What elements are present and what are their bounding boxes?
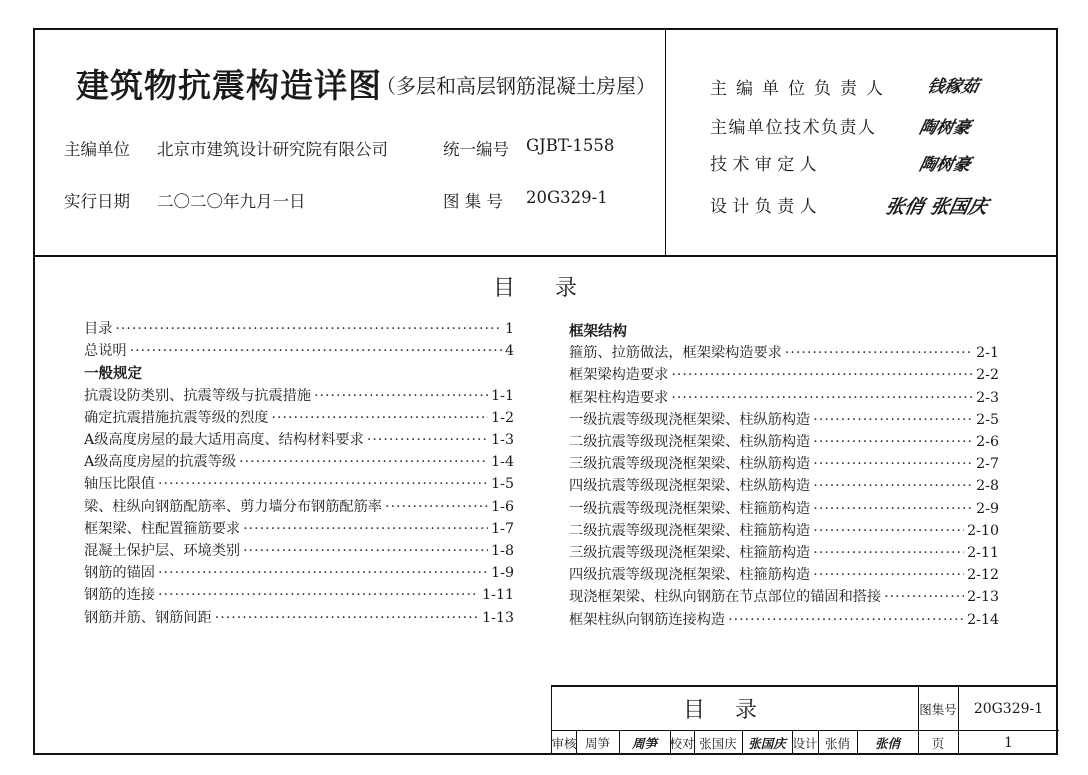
toc-entry-label: 抗震设防类别、抗震等级与抗震措施: [84, 387, 312, 404]
toc-section-heading: 一般规定: [84, 366, 142, 383]
toc-leader-dots: [671, 367, 973, 383]
toc-entry-page: 1-13: [482, 609, 514, 626]
header-column-divider: [665, 28, 666, 255]
toc-entry-label: 现浇框架梁、柱纵向钢筋在节点部位的锚固和搭接: [569, 589, 882, 606]
toc-leader-dots: [215, 610, 479, 626]
toc-entry-page: 1-7: [491, 520, 514, 537]
toc-entry-page: 2-6: [976, 434, 999, 450]
toc-leader-dots: [243, 543, 488, 559]
toc-entry-label: 框架柱纵向钢筋连接构造: [569, 611, 726, 628]
reviewer-signature: 周笋: [631, 735, 657, 751]
role-technical-head: 主编单位技术负责人: [710, 118, 877, 138]
toc-entry-label: 目录: [84, 321, 113, 337]
toc-entry[interactable]: [569, 431, 999, 451]
toc-entry[interactable]: [84, 429, 514, 449]
toc-leader-dots: [813, 478, 973, 494]
toc-entry-label: 四级抗震等级现浇框架梁、柱箍筋构造: [569, 567, 811, 584]
sheet-title: 目录: [682, 698, 787, 723]
toc-leader-dots: [813, 412, 973, 428]
toc-entry-label: 框架梁构造要求: [569, 367, 669, 384]
checker-signature: 张国庆: [748, 735, 786, 751]
toc-entry[interactable]: [84, 318, 514, 338]
toc-leader-dots: [367, 432, 488, 448]
atlas-label: 图 集 号: [443, 192, 503, 211]
toc-entry[interactable]: [84, 496, 514, 516]
title-block: [551, 685, 1058, 755]
atlas-title: 建筑物抗震构造详图: [76, 66, 382, 105]
toc-entry-page: 1-3: [491, 432, 514, 448]
page-label: 页: [931, 735, 945, 751]
toc-entry-label: A级高度房屋的抗震等级: [84, 454, 237, 471]
toc-leader-dots: [271, 410, 488, 426]
toc-leader-dots: [243, 521, 488, 537]
toc-entry-page: 1-11: [482, 587, 514, 604]
toc-leader-dots: [884, 589, 964, 605]
signature-technical-head: 陶树豪: [917, 118, 973, 138]
toc-entry[interactable]: [569, 387, 999, 407]
toc-entry-page: 2-7: [976, 456, 999, 473]
toc-entry-label: 框架柱构造要求: [569, 389, 669, 406]
toc-leader-dots: [813, 545, 964, 561]
toc-leader-dots: [813, 456, 973, 472]
toc-entry-page: 2-1: [976, 345, 999, 362]
date-value: 二〇二〇年九月一日: [157, 192, 306, 211]
toc-entry-page: 1-9: [491, 565, 514, 582]
toc-leader-dots: [813, 523, 964, 539]
toc-entry-page: 2-5: [976, 411, 999, 428]
toc-entry-page: 2-11: [967, 545, 999, 561]
toc-entry[interactable]: [84, 540, 514, 560]
header-divider: [33, 255, 1058, 257]
toc-entry[interactable]: [84, 473, 514, 493]
toc-entry-page: 4: [504, 343, 514, 360]
toc-entry[interactable]: [84, 451, 514, 471]
toc-entry[interactable]: [84, 407, 514, 427]
toc-section-heading: 框架结构: [569, 324, 627, 340]
toc-entry[interactable]: [84, 385, 514, 405]
toc-entry-page: 1-5: [491, 476, 514, 493]
signature-technical-approver: 陶树豪: [917, 155, 973, 175]
toc-entry-label: 二级抗震等级现浇框架梁、柱箍筋构造: [569, 522, 811, 539]
toc-leader-dots: [728, 612, 964, 628]
role-design-head: 设 计 负 责 人: [710, 197, 817, 217]
toc-leader-dots: [130, 343, 502, 359]
toc-entry[interactable]: [569, 564, 999, 584]
title-block-atlas-label: 图集号: [919, 701, 957, 717]
toc-entry[interactable]: [569, 498, 999, 518]
toc-entry-page: 2-9: [976, 500, 999, 517]
toc-entry-page: 1-1: [491, 387, 514, 404]
toc-entry-page: 2-12: [967, 567, 999, 584]
toc-entry-label: 梁、柱纵向钢筋配筋率、剪力墙分布钢筋配筋率: [84, 498, 382, 515]
toc-entry[interactable]: [84, 607, 514, 627]
code-label: 统一编号: [443, 140, 509, 159]
checker-name: 张国庆: [699, 735, 737, 751]
toc-leader-dots: [671, 390, 973, 406]
toc-entry-label: 确定抗震措施抗震等级的烈度: [84, 409, 269, 426]
code-value: GJBT-1558: [526, 136, 615, 155]
toc-entry[interactable]: [84, 518, 514, 538]
toc-entry-label: 钢筋并筋、钢筋间距: [84, 609, 212, 626]
check-label: 校对: [669, 735, 695, 751]
toc-entry-label: 二级抗震等级现浇框架梁、柱纵筋构造: [569, 434, 811, 450]
toc-entry-page: 2-10: [967, 522, 999, 539]
toc-leader-dots: [158, 476, 488, 492]
toc-leader-dots: [158, 587, 479, 603]
toc-entry-page: 2-3: [976, 389, 999, 406]
toc-entry[interactable]: [569, 542, 999, 562]
toc-entry[interactable]: [569, 520, 999, 540]
toc-entry[interactable]: [84, 562, 514, 582]
page-value: 1: [1004, 734, 1013, 751]
toc-entry-label: 三级抗震等级现浇框架梁、柱纵筋构造: [569, 456, 811, 473]
toc-entry-label: 总说明: [84, 343, 127, 360]
editor-value: 北京市建筑设计研究院有限公司: [157, 140, 388, 159]
date-label: 实行日期: [64, 192, 130, 211]
toc-entry-page: 1-6: [491, 498, 514, 515]
designer-signature: 张俏: [874, 735, 900, 751]
toc-entry-page: 2-8: [976, 478, 999, 495]
design-label: 设计: [792, 735, 818, 751]
role-chief-unit-head: 主编单位负责人: [710, 79, 892, 99]
toc-entry-label: 框架梁、柱配置箍筋要求: [84, 520, 241, 537]
toc-leader-dots: [813, 567, 964, 583]
atlas-value: 20G329-1: [526, 188, 608, 207]
toc-entry-page: 2-14: [967, 611, 999, 628]
toc-entry[interactable]: [569, 475, 999, 495]
toc-leader-dots: [785, 345, 973, 361]
toc-leader-dots: [158, 565, 488, 581]
toc-entry-label: 三级抗震等级现浇框架梁、柱箍筋构造: [569, 545, 811, 561]
toc-entry-page: 1-8: [491, 543, 514, 559]
toc-title: 目录: [493, 276, 618, 301]
toc-entry-label: A级高度房屋的最大适用高度、结构材料要求: [84, 432, 364, 448]
toc-entry-label: 混凝土保护层、环境类别: [84, 543, 241, 559]
toc-entry[interactable]: [569, 609, 999, 629]
toc-entry-label: 箍筋、拉筋做法，框架梁构造要求: [569, 345, 782, 362]
toc-entry[interactable]: [569, 364, 999, 384]
toc-entry-label: 四级抗震等级现浇框架梁、柱纵筋构造: [569, 478, 811, 495]
toc-leader-dots: [314, 388, 488, 404]
toc-entry-label: 钢筋的连接: [84, 587, 155, 604]
toc-entry[interactable]: [84, 340, 514, 360]
toc-leader-dots: [813, 501, 973, 517]
toc-entry-page: 1-2: [491, 409, 514, 426]
toc-leader-dots: [115, 321, 502, 337]
toc-entry-label: 轴压比限值: [84, 476, 155, 493]
toc-entry-label: 一级抗震等级现浇框架梁、柱纵筋构造: [569, 411, 811, 428]
title-block-atlas-value: 20G329-1: [973, 700, 1044, 717]
toc-entry[interactable]: [569, 409, 999, 429]
signature-chief-unit-head: 钱稼茹: [925, 77, 981, 97]
toc-entry-page: 2-13: [967, 589, 999, 606]
toc-entry[interactable]: [569, 453, 999, 473]
toc-entry-page: 1: [504, 321, 514, 337]
review-label: 审核: [551, 735, 577, 751]
toc-leader-dots: [239, 454, 488, 470]
toc-entry[interactable]: [84, 584, 514, 604]
reviewer-name: 周笋: [584, 735, 610, 751]
role-technical-approver: 技 术 审 定 人: [710, 155, 817, 175]
toc-entry-page: 1-4: [491, 454, 514, 471]
toc-entry-page: 2-2: [976, 367, 999, 384]
toc-leader-dots: [813, 434, 973, 450]
toc-entry-label: 钢筋的锚固: [84, 565, 155, 582]
atlas-subtitle: （多层和高层钢筋混凝土房屋）: [376, 74, 656, 98]
signature-design-head: 张俏 张国庆: [883, 196, 990, 218]
designer-name: 张俏: [824, 735, 850, 751]
toc-entry[interactable]: [569, 342, 999, 362]
toc-entry[interactable]: [569, 586, 999, 606]
editor-label: 主编单位: [64, 140, 130, 159]
toc-entry-label: 一级抗震等级现浇框架梁、柱箍筋构造: [569, 500, 811, 517]
toc-leader-dots: [385, 499, 488, 515]
